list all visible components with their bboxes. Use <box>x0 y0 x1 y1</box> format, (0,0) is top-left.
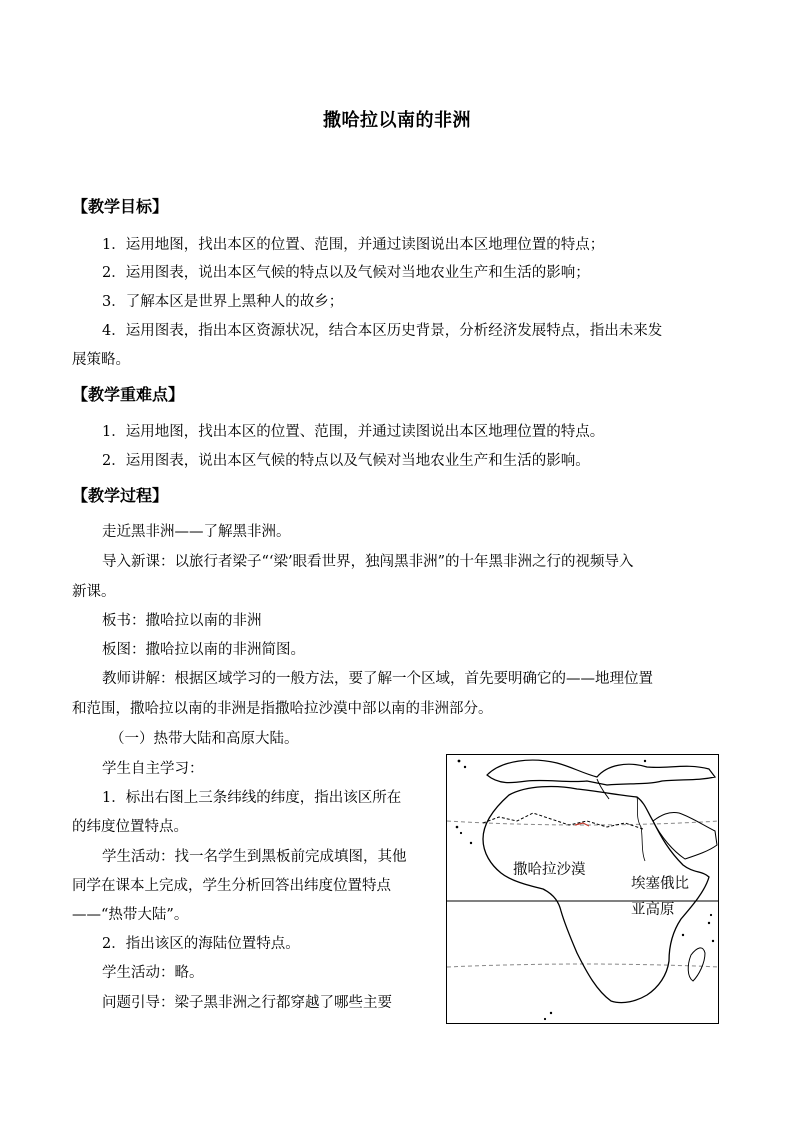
key-point-item-1: 1．运用地图，找出本区的位置、范围，并通过读图说出本区地理位置的特点。 <box>102 424 605 440</box>
island-dot <box>460 832 462 834</box>
left-column-line: 学生活动：找一名学生到黑板前完成填图，其他 <box>102 849 407 865</box>
left-column-line: ——“热带大陆”。 <box>72 907 189 923</box>
island-dot <box>710 914 712 916</box>
island-dot <box>682 934 684 936</box>
process-line: 导入新课：以旅行者梁子“‘梁’眼看世界，独闯黑非洲”的十年黑非洲之行的视频导入 <box>102 554 634 570</box>
left-column-line: 学生活动：略。 <box>102 965 204 981</box>
objective-item-2: 2．运用图表，说出本区气候的特点以及气候对当地农业生产和生活的影响； <box>102 265 590 281</box>
madagascar-coastline <box>688 948 705 981</box>
island-dot <box>544 1018 546 1020</box>
objective-item-3: 3．了解本区是世界上黑种人的故乡； <box>102 294 344 310</box>
process-line: 走近黑非洲——了解黑非洲。 <box>102 524 291 540</box>
section-heading-process: 【教学过程】 <box>72 486 169 505</box>
page-title: 撒哈拉以南的非洲 <box>323 110 471 131</box>
map-label-sahara: 撒哈拉沙漠 <box>513 862 586 878</box>
island-dot <box>644 760 646 762</box>
island-dot <box>456 826 459 829</box>
map-label-ethiopia-line2: 亚高原 <box>631 902 675 918</box>
process-line: 板书：撒哈拉以南的非洲 <box>102 613 262 629</box>
europe-coastline <box>487 760 715 785</box>
process-subheading: （一）热带大陆和高原大陆。 <box>110 731 299 747</box>
objective-item-4: 4．运用图表，指出本区资源状况，结合本区历史背景，分析经济发展特点，指出未来发 <box>102 323 663 339</box>
objective-item-4-cont: 展策略。 <box>72 352 130 368</box>
section-heading-key-points: 【教学重难点】 <box>72 385 185 404</box>
africa-map-figure <box>446 754 719 1024</box>
objective-item-1: 1．运用地图，找出本区的位置、范围，并通过读图说出本区地理位置的特点； <box>102 237 605 253</box>
process-line: 和范围，撒哈拉以南的非洲是指撒哈拉沙漠中部以南的非洲部分。 <box>72 701 493 717</box>
italy-coastline <box>597 779 609 799</box>
left-column-line: 2．指出该区的海陆位置特点。 <box>102 936 300 952</box>
island-dot <box>708 922 710 924</box>
process-line: 教师讲解：根据区域学习的一般方法，要了解一个区域，首先要明确它的——地理位置 <box>102 671 653 687</box>
nile-river <box>637 797 645 861</box>
process-line: 新课。 <box>72 584 116 600</box>
left-column-line: 的纬度位置特点。 <box>72 819 188 835</box>
island-dot <box>464 766 466 768</box>
section-heading-objectives: 【教学目标】 <box>72 197 169 216</box>
arabia-coastline <box>653 812 717 859</box>
island-dot <box>550 1012 552 1014</box>
process-line: 板图：撒哈拉以南的非洲简图。 <box>102 642 305 658</box>
left-column-line: 同学在课本上完成，学生分析回答出纬度位置特点 <box>72 878 391 894</box>
map-label-ethiopia-line1: 埃塞俄比 <box>631 876 689 892</box>
key-point-item-2: 2．运用图表，说出本区气候的特点以及气候对当地农业生产和生活的影响。 <box>102 453 590 469</box>
island-dot <box>712 940 714 942</box>
left-column-line: 问题引导：梁子黑非洲之行都穿越了哪些主要 <box>102 995 392 1011</box>
island-dot <box>470 842 472 844</box>
sahara-boundary-line <box>483 813 643 829</box>
left-column-line: 1．标出右图上三条纬线的纬度，指出该区所在 <box>102 790 402 806</box>
island-dot <box>458 760 461 763</box>
left-column-line: 学生自主学习： <box>102 761 204 777</box>
